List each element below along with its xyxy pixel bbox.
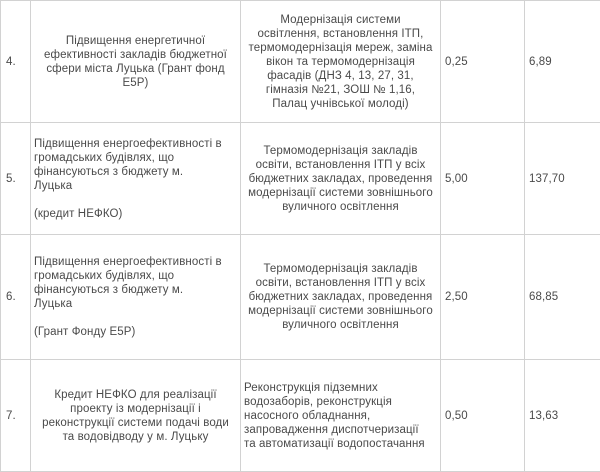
table-row — [1, 123, 600, 235]
project-line: фінансуються з бюджету м. — [34, 165, 237, 179]
project-line: сфери міста Луцька (Грант фонд — [34, 62, 237, 76]
project-line: Кредит НЕФКО для реалізації — [34, 388, 237, 402]
measures-line: освіти, встановлення ІТП у всіх — [244, 158, 437, 172]
amount-cell: 6,89 — [525, 1, 600, 123]
measures-line: вікон та термомодернізація — [244, 55, 437, 69]
measures-line: Палац учнівської молоді) — [244, 97, 437, 111]
amount-cell: 13,63 — [525, 360, 600, 472]
project-line: ефективності закладів бюджетної — [34, 48, 237, 62]
measures-line: термомодернізація мереж, заміна — [244, 41, 437, 55]
table-row — [1, 360, 600, 472]
measures-line: Термомодернізація закладів — [244, 144, 437, 158]
measures-cell — [241, 360, 441, 472]
measures-line: модернізації системи зовнішнього — [244, 186, 437, 200]
measures-line: Термомодернізація закладів — [244, 262, 437, 276]
project-line: фінансуються з бюджету м. — [34, 283, 237, 297]
measures-line: модернізації системи зовнішнього — [244, 304, 437, 318]
measures-line: освітлення, встановлення ІТП, — [244, 27, 437, 41]
project-line: Луцька — [34, 297, 237, 311]
measures-line: водозаборів, реконструкція — [244, 395, 437, 409]
measures-cell — [241, 123, 441, 235]
measures-cell — [241, 1, 441, 123]
measures-line: фасадів (ДНЗ 4, 13, 27, 31, — [244, 69, 437, 83]
measures-line: Реконструкція підземних — [244, 381, 437, 395]
project-note: (Грант Фонду Е5Р) — [34, 325, 237, 339]
project-line: Підвищення енергоефективності в — [34, 137, 237, 151]
amount-cell: 5,00 — [441, 123, 525, 235]
measures-line: вуличного освітлення — [244, 318, 437, 332]
project-line: Підвищення енергетичної — [34, 34, 237, 48]
project-line: та водовідводу у м. Луцьку — [34, 430, 237, 444]
row-number: 5. — [1, 123, 31, 235]
project-line: громадських будівлях, що — [34, 269, 237, 283]
table-row — [1, 1, 600, 123]
measures-line: освіти, встановлення ІТП у всіх — [244, 276, 437, 290]
measures-line: бюджетних закладах, проведення — [244, 290, 437, 304]
project-line: реконструкції системи подачі води — [34, 416, 237, 430]
row-number: 4. — [1, 1, 31, 123]
project-cell — [31, 123, 241, 235]
project-cell — [31, 360, 241, 472]
project-line: проекту із модернізації і — [34, 402, 237, 416]
amount-cell: 137,70 — [525, 123, 600, 235]
project-note: (кредит НЕФКО) — [34, 207, 237, 221]
measures-line: та автоматизації водопостачання — [244, 437, 437, 451]
measures-line: бюджетних закладах, проведення — [244, 172, 437, 186]
measures-line: вуличного освітлення — [244, 200, 437, 214]
project-line: громадських будівлях, що — [34, 151, 237, 165]
project-line: Луцька — [34, 179, 237, 193]
table-row — [1, 235, 600, 360]
measures-line: Модернізація системи — [244, 13, 437, 27]
measures-line: гімназія №21, ЗОШ № 1,16, — [244, 83, 437, 97]
project-cell — [31, 1, 241, 123]
row-number: 6. — [1, 235, 31, 360]
project-line: Е5Р) — [34, 76, 237, 90]
measures-line: запровадження диспотчеризації — [244, 423, 437, 437]
amount-cell: 2,50 — [441, 235, 525, 360]
project-line: Підвищення енергоефективності в — [34, 255, 237, 269]
amount-cell: 0,25 — [441, 1, 525, 123]
amount-cell: 0,50 — [441, 360, 525, 472]
project-cell — [31, 235, 241, 360]
amount-cell: 68,85 — [525, 235, 600, 360]
row-number: 7. — [1, 360, 31, 472]
measures-line: насосного обладнання, — [244, 409, 437, 423]
measures-cell — [241, 235, 441, 360]
